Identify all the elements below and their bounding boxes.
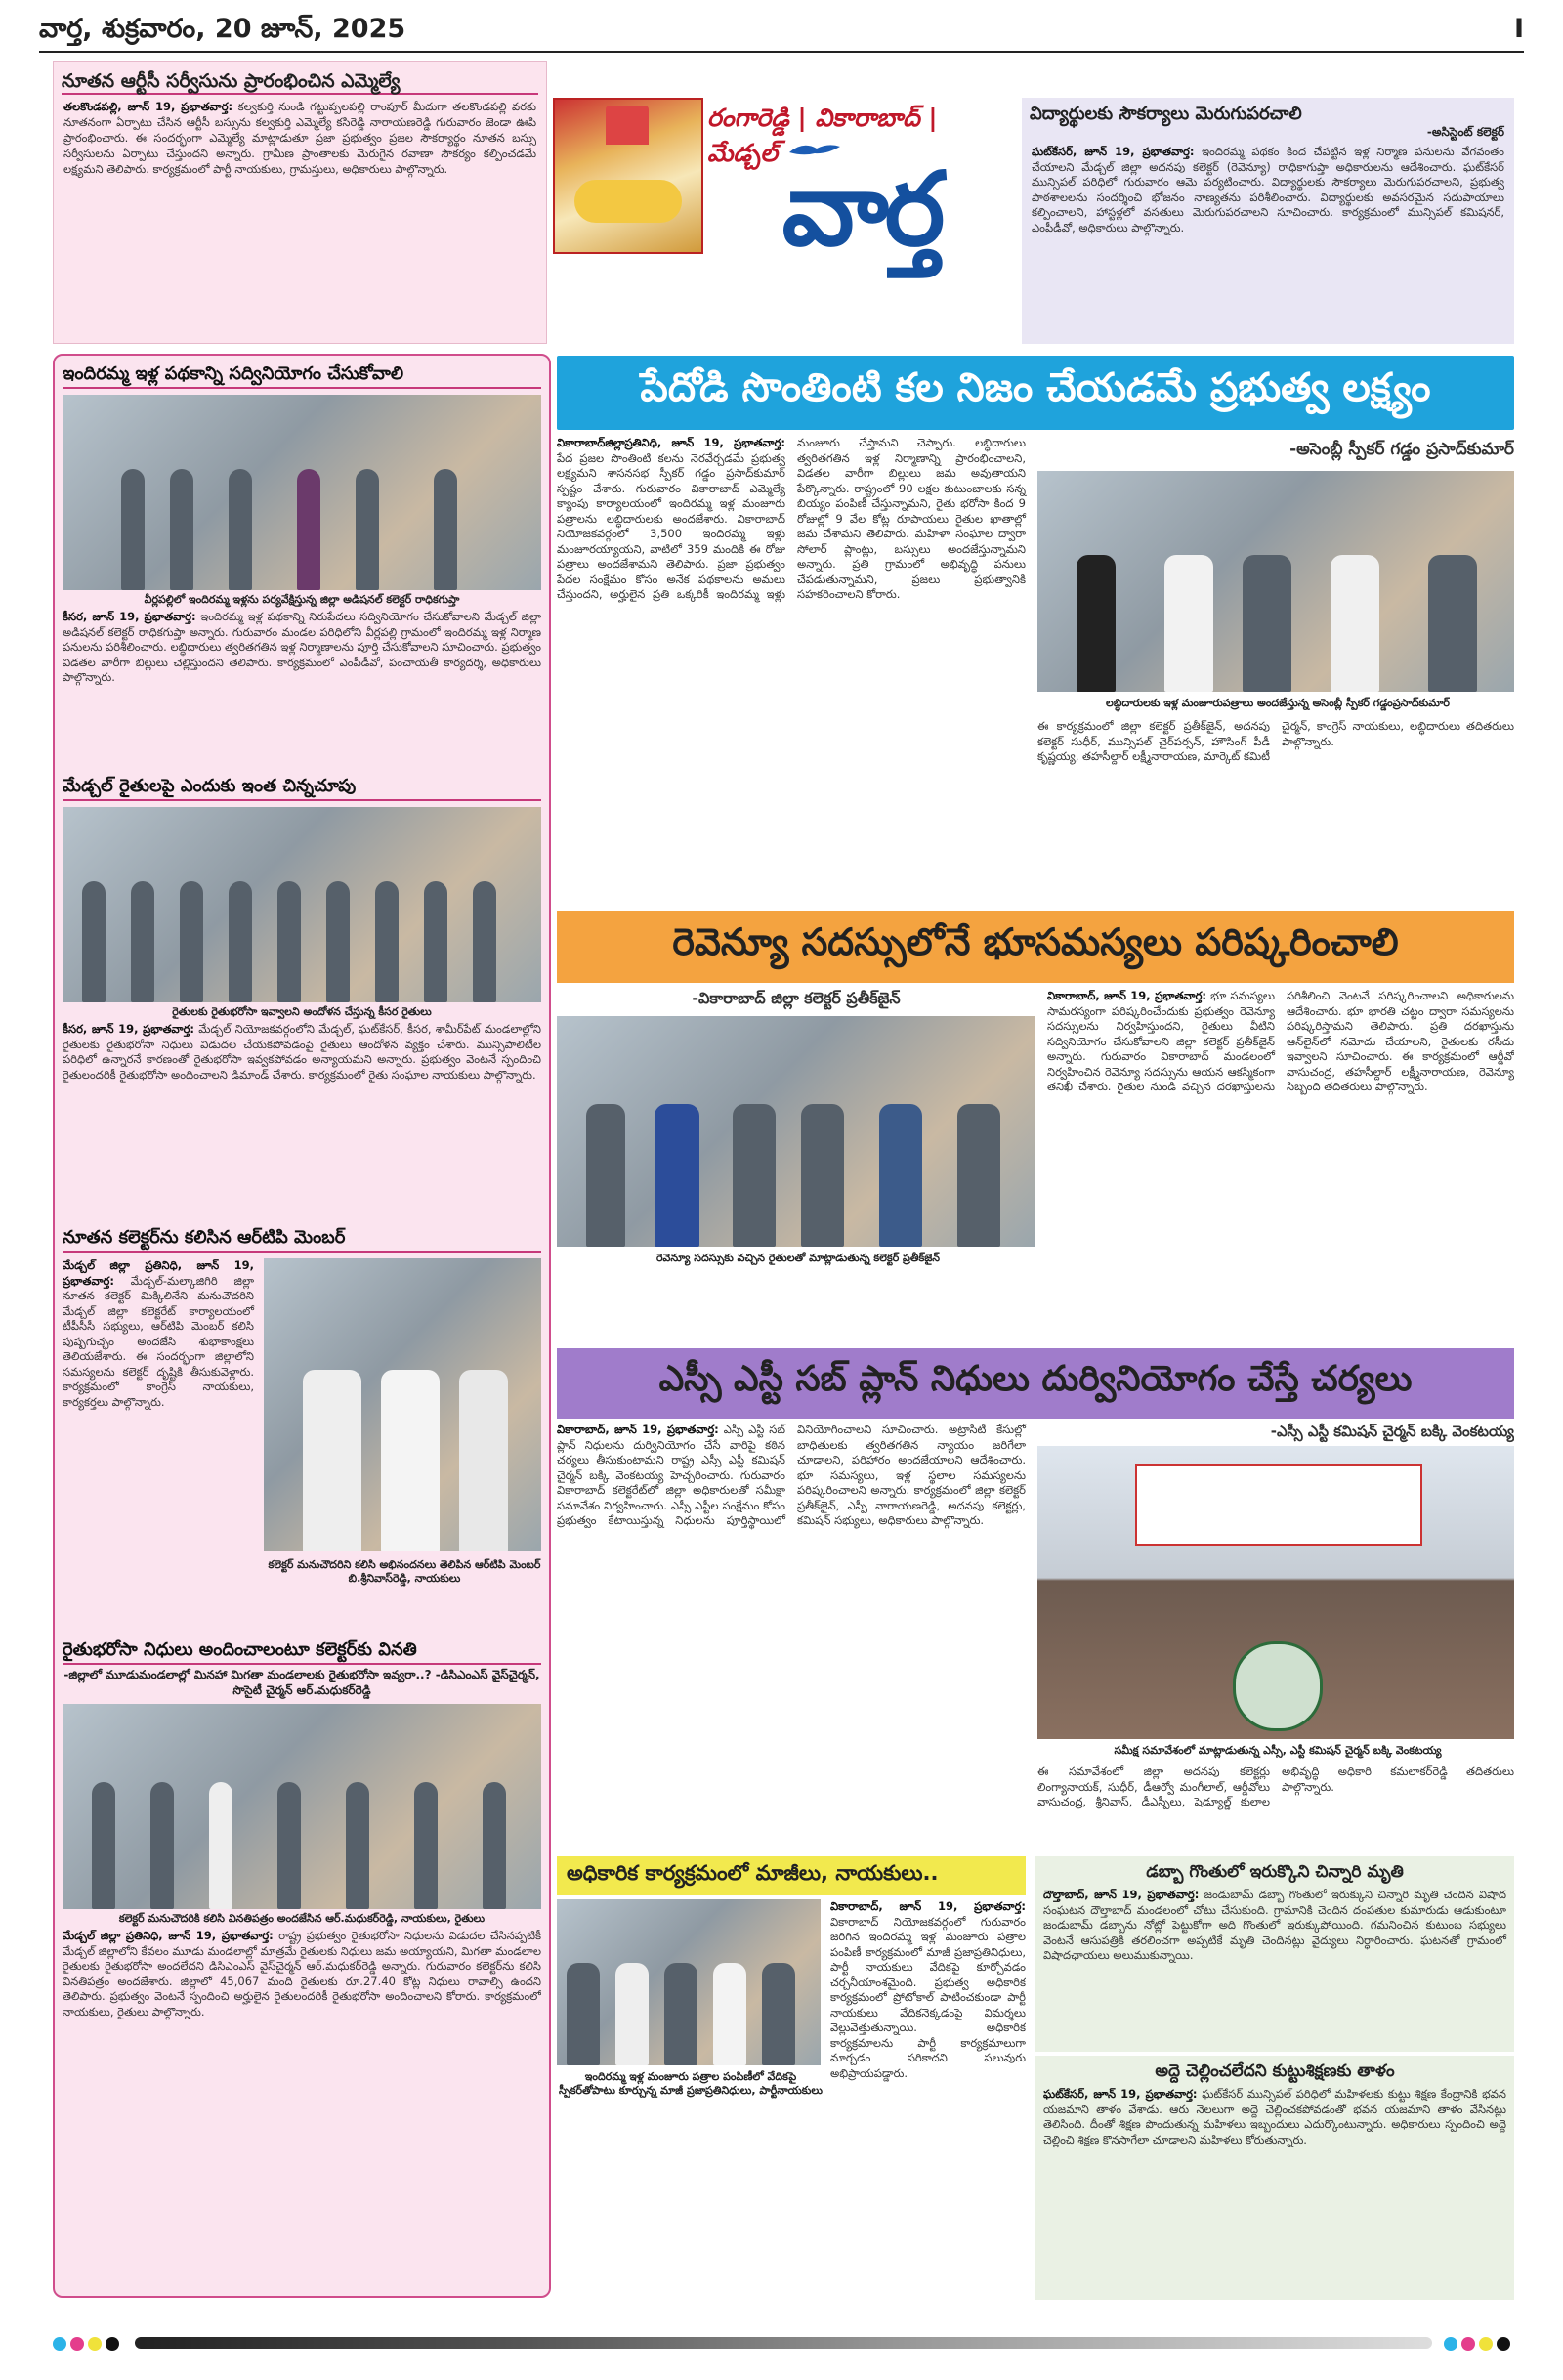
article-tailoring-center-locked: [1035, 2056, 1514, 2300]
article-new-rtc-service: [53, 61, 547, 344]
photo-caption: కలెక్టర్ మనుచౌదరికి కలిసి వినతిపత్రం అందజేసిన ఆర్.మధుకర్‌రెడ్డి, నాయకులు, రైతులు: [118, 1912, 486, 1925]
headline-banner-sc-st: ఎస్సీ ఎస్టీ సబ్ ప్లాన్ నిధులు దుర్వినియోగం చేస్తే చర్యలు: [557, 1348, 1514, 1419]
article-students-facilities: [1022, 98, 1514, 344]
photo-caption: రైతులకు రైతుభరోసా ఇవ్వాలని అందోళన చేస్తున్న కీసర రైతులు: [172, 1005, 432, 1018]
article-medchal-farmers: [63, 774, 541, 1223]
article-title: ఇందిరమ్మ ఇళ్ల పథకాన్ని సద్వినియోగం చేసుకోవాలి: [63, 361, 541, 389]
article-title: డబ్బా గొంతులో ఇరుక్కొని చిన్నారి మృతి: [1146, 1862, 1404, 1882]
byline: -అసెంబ్లీ స్పీకర్ గడ్డం ప్రసాద్‌కుమార్: [1289, 440, 1514, 459]
article-title: అద్దె చెల్లించలేదని కుట్టుశిక్షణకు తాళం: [1155, 2061, 1395, 2081]
photo-review-meeting: [1037, 1446, 1514, 1739]
article-title: రైతుభరోసా నిధులు అందించాలంటూ కలెక్టర్‌కు వినతి: [63, 1637, 541, 1665]
dateline: ఘట్‌కేసర్, జూన్ 19, ప్రభాతవార్త:: [1032, 145, 1195, 158]
photo-caption: రెవెన్యూ సదస్సుకు వచ్చిన రైతులతో మాట్లాడుతున్న కలెక్టర్ ప్రతీక్‌జైన్: [655, 1252, 940, 1264]
article-rythu-bharosa-petition: [63, 1637, 541, 2292]
dateline: దౌల్తాబాద్, జూన్ 19, ప్రభాతవార్త:: [1043, 1888, 1200, 1901]
article-title: మేడ్చల్ రైతులపై ఎందుకు ఇంత చిన్నచూపు: [63, 774, 541, 801]
photo-collector-farmers: [557, 1016, 1035, 1247]
article-body-continued: ఈ కార్యక్రమంలో జిల్లా కలెక్టర్ ప్రతీక్‌జైన్, అదనపు కలెక్టర్ సుధీర్, మున్సిపల్ చైర్‌పర్సన్, హౌసింగ్ పీడీ కృష్ణయ్య, తహసీల్దార్ లక్ష్మీనారాయణ, మార్కెట్ కమిటీ చైర్మన్, కాంగ్రెస్ నాయకులు, లబ్ధిదారులు తదితరులు పాల్గొన్నారు.: [1037, 719, 1514, 763]
article-revenue-meeting: [557, 987, 1514, 1378]
newspaper-logo: వార్త: [782, 149, 942, 269]
dateline: వికారాబాద్‌జిల్లాప్రతినిధి, జూన్ 19, ప్రభాతవార్త:: [557, 436, 785, 449]
masthead: [553, 98, 1016, 344]
photo-caption: లబ్ధిదారులకు ఇళ్ల మంజూరుపత్రాలు అందజేస్తున్న అసెంబ్లీ స్పీకర్ గడ్డంప్రసాద్‌కుమార్: [1106, 697, 1450, 709]
article-child-death: [1035, 1856, 1514, 2052]
dateline: మేడ్చల్ జిల్లా ప్రతినిధి, జూన్ 19, ప్రభాతవార్త:: [63, 1929, 274, 1942]
article-body: మేడ్చల్ నియోజకవర్గంలోని మేడ్చల్, ఘట్‌కేసర్, కీసర, శామీర్‌పేట్ మండలాల్లోని రైతులకు రైతుభరోసా నిధులు విడుదల చేయకపోవడంపై రైతులు ఆందోళన వ్యక్తం చేశారు. మున్సిపాలిటీల పరిధిలో ఉన్నారనే కారణంతో రైతుభరోసా ఇవ్వకపోవడం అన్యాయమని అన్నారు. ప్రభుత్వం వెంటనే స్పందించి రైతులందరికీ రైతుభరోసా అందించాలని డిమాండ్ చేశారు. కార్యక్రమంలో రైతు సంఘాల నాయకులు పాల్గొన్నారు.: [63, 1022, 541, 1082]
header-date: వార్త, శుక్రవారం, 20 జూన్, 2025: [39, 14, 406, 44]
article-body: రాష్ట్ర ప్రభుత్వం రైతుభరోసా నిధులను విడుదల చేసినప్పటికీ మేడ్చల్ జిల్లాలోని కేవలం మూడు మండలాల్లో మాత్రమే రైతులకు నిధులు జమ అయ్యాయని, మిగతా మండలాల రైతులకు రైతుభరోసా అందలేదని డిసిఎంఎస్ వైస్‌చైర్మన్ ఆర్.మధుకర్‌రెడ్డి అన్నారు. గురువారం కలెక్టర్‌ను కలిసి వినతిపత్రం అందజేశారు. జిల్లాలో 45,067 మంది రైతులకు రూ.27.40 కోట్ల నిధులు రావాల్సి ఉందని తెలిపారు. ప్రభుత్వం వెంటనే స్పందించి అర్హులైన రైతులందరికీ రైతుభరోసా అందించాలని కోరారు. కార్యక్రమంలో నాయకులు, రైతులు పాల్గొన్నారు.: [63, 1929, 541, 2019]
article-subheading: -జిల్లాలో మూడుమండలాల్లో మినహా మిగతా మండలాలకు రైతుభరోసా ఇవ్వరా..? -డిసిఎంఎస్ వైస్‌చైర్మన్, సొసైటీ చైర్మన్ ఆర్.మధుకర్‌రెడ్డి: [63, 1668, 540, 1697]
article-body: కల్వకుర్తి నుండి గట్టుప్పలపల్లి రాంపూర్ మీదుగా తలకొండపల్లి వరకు నూతనంగా ఏర్పాటు చేసిన ఆర్టీసీ బస్సును కల్వకుర్తి ఎమ్మెల్యే కసిరెడ్డి నారాయణరెడ్డి గురువారం జెండా ఊపి ప్రారంభించారు. ఈ సందర్భంగా ఎమ్మెల్యే మాట్లాడుతూ ప్రజా ప్రభుత్వం ప్రజల సౌకర్యార్థం నూతన బస్సు సర్వీసులను ఏర్పాటు చేస్తుందని అన్నారు. గ్రామీణ ప్రాంతాలకు మెరుగైన రవాణా సౌకర్యం కల్పించడమే లక్ష్యమని తెలిపారు. కార్యక్రమంలో పార్టీ నాయకులు, గ్రామస్తులు, అధికారులు పాల్గొన్నారు.: [63, 100, 537, 176]
temple-image: [553, 98, 703, 254]
headline-banner-housing: పేదోడి సొంతింటి కల నిజం చేయడమే ప్రభుత్వ లక్ష్యం: [557, 356, 1514, 430]
article-body: మేడ్చల్-మల్కాజిగిరి జిల్లా నూతన కలెక్టర్ మిక్కిలినేని మనుచౌదరిని మేడ్చల్ జిల్లా కలెక్టరేట్ కార్యాలయంలో టీపీసీసీ సభ్యులు, ఆర్‌టిపి మెంబర్ కలిసి పుష్పగుచ్ఛం అందజేసి శుభాకాంక్షలు తెలియజేశారు. ఈ సందర్భంగా జిల్లాలోని సమస్యలను కలెక్టర్ దృష్టికి తీసుకువెళ్లారు. కార్యక్రమంలో కాంగ్రెస్ నాయకులు, కార్యకర్తలు పాల్గొన్నారు.: [63, 1273, 254, 1409]
photo-speaker-distribution: [1037, 471, 1514, 692]
page-header: [39, 8, 1524, 53]
photo-farmers-protest: [63, 807, 541, 1002]
headline-banner-officials: అధికారిక కార్యక్రమంలో మాజీలు, నాయకులు..: [557, 1856, 1026, 1895]
district-names: రంగారెడ్డి | వికారాబాద్ | మేడ్చల్: [707, 104, 938, 167]
photo-house-inspection: [63, 395, 541, 590]
dateline: ఘట్‌కేసర్, జూన్ 19, ప్రభాతవార్త:: [1043, 2087, 1198, 2101]
dateline: వికారాబాద్, జూన్ 19, ప్రభాతవార్త:: [1047, 989, 1206, 1002]
photo-caption: వీర్లపల్లిలో ఇందిరమ్మ ఇళ్లను పర్యవేక్షిస్తున్న జిల్లా అడిషనల్ కలెక్టర్ రాధికగుప్తా: [144, 593, 460, 606]
article-body: భూ సమస్యలు సామరస్యంగా పరిష్కరించేందుకు ప్రభుత్వం రెవెన్యూ సదస్సులను నిర్వహిస్తుందని, రైతులు వీటిని సద్వినియోగం చేసుకోవాలని జిల్లా కలెక్టర్ ప్రతీక్‌జైన్ అన్నారు. గురువారం వికారాబాద్ మండలంలో నిర్వహించిన రెవెన్యూ సదస్సును ఆయన ఆకస్మికంగా తనిఖీ చేశారు. రైతుల నుండి వచ్చిన దరఖాస్తులను పరిశీలించి వెంటనే పరిష్కరించాలని అధికారులను ఆదేశించారు. భూ భారతి చట్టం ద్వారా సమస్యలను పరిష్కరిస్తామని తెలిపారు. ప్రతి దరఖాస్తును ఆన్‌లైన్‌లో నమోదు చేయాలని, రైతులకు రసీదు ఇవ్వాలని సూచించారు. ఈ కార్యక్రమంలో ఆర్డీవో వాసుచంద్ర, తహసీల్దార్ లక్ష్మీనారాయణ, రెవెన్యూ సిబ్బంది తదితరులు పాల్గొన్నారు.: [1047, 989, 1514, 1093]
article-title: నూతన కలెక్టర్‌ను కలిసిన ఆర్‌టిపి మెంబర్: [63, 1225, 541, 1253]
photo-caption: సమీక్ష సమావేశంలో మాట్లాడుతున్న ఎస్సీ, ఎస్టీ కమిషన్ చైర్మన్ బక్కి వెంకటయ్య: [1114, 1744, 1442, 1757]
dateline: మేడ్చల్ జిల్లా ప్రతినిధి, జూన్ 19, ప్రభాతవార్త:: [63, 1258, 254, 1288]
byline: -వికారాబాద్ జిల్లా కలెక్టర్ ప్రతీక్‌జైన్: [692, 989, 901, 1007]
article-body: ఘట్‌కేసర్ మున్సిపల్ పరిధిలో మహిళలకు కుట్టు శిక్షణ కేంద్రానికి భవన యజమాని తాళం వేశాడు. ఆరు నెలలుగా అద్దె చెల్లించకపోవడంతో భవన యజమాని తాళం వేసినట్లు తెలిసింది. దీంతో శిక్షణ పొందుతున్న మహిళలు ఇబ్బందులు ఎదుర్కొంటున్నారు. అధికారులు స్పందించి అద్దె చెల్లించి శిక్షణ కొనసాగేలా చూడాలని మహిళలు కోరుతున్నారు.: [1043, 2087, 1507, 2146]
article-indiramma-houses: [63, 361, 541, 772]
article-official-event: [557, 1899, 1026, 2306]
dateline: వికారాబాద్, జూన్ 19, ప్రభాతవార్త:: [557, 1423, 719, 1436]
dateline: తలకొండపల్లి, జూన్ 19, ప్రభాతవార్త:: [63, 100, 233, 113]
article-body: ఎస్సీ ఎస్టీ సబ్ ప్లాన్ నిధులను దుర్వినియోగం చేసే వారిపై కఠిన చర్యలు తీసుకుంటామని రాష్ట్ర ఎస్సీ ఎస్టీ కమిషన్ చైర్మన్ బక్కి వెంకటయ్య హెచ్చరించారు. గురువారం వికారాబాద్ కలెక్టరేట్‌లో జిల్లా అధికారులతో సమీక్షా సమావేశం నిర్వహించారు. ఎస్సీ ఎస్టీల సంక్షేమం కోసం ప్రభుత్వం కేటాయిస్తున్న నిధులను పూర్తిస్థాయిలో వినియోగించాలని సూచించారు. అట్రాసిటీ కేసుల్లో బాధితులకు త్వరితగతిన న్యాయం జరిగేలా చూడాలని, పరిహారం అందజేయాలని ఆదేశించారు. భూ సమస్యలు, ఇళ్ల స్థలాల సమస్యలను పరిష్కరించాలని అన్నారు. కార్యక్రమంలో జిల్లా కలెక్టర్ ప్రతీక్‌జైన్, ఎస్పీ నారాయణరెడ్డి, అదనపు కలెక్టర్లు, కమిషన్ సభ్యులు, అధికారులు పాల్గొన్నారు.: [557, 1423, 1026, 1527]
article-body: వికారాబాద్ నియోజకవర్గంలో గురువారం జరిగిన ఇందిరమ్మ ఇళ్ల మంజూరు పత్రాల పంపిణీ కార్యక్రమంలో మాజీ ప్రజాప్రతినిధులు, పార్టీ నాయకులు వేదికపై కూర్చోవడం చర్చనీయాంశమైంది. ప్రభుత్వ అధికారిక కార్యక్రమంలో ప్రోటోకాల్ పాటించకుండా పార్టీ నాయకులు వేదికనెక్కడంపై విమర్శలు వెల్లువెత్తుతున్నాయి. అధికారిక కార్యక్రమాలను పార్టీ కార్యక్రమాలుగా మార్చడం సరికాదని పలువురు అభిప్రాయపడ్డారు.: [830, 1914, 1026, 2080]
article-title: నూతన ఆర్టీసీ సర్వీసును ప్రారంభించిన ఎమ్మెల్యే: [62, 69, 538, 95]
article-housing-dream: [557, 436, 1514, 905]
photo-caption: ఇందిరమ్మ ఇళ్ల మంజూరు పత్రాల పంపిణీలో వేదికపై స్పీకర్‌తోపాటు కూర్చున్న మాజీ ప్రజాప్రతినిధులు, పార్టీనాయకులు: [559, 2070, 823, 2097]
photo-collector-meeting: [264, 1258, 541, 1551]
print-registration-strip: [53, 2333, 1514, 2353]
article-body: పేద ప్రజల సొంతింటి కలను నెరవేర్చడమే ప్రభుత్వ లక్ష్యమని శాసనసభ స్పీకర్ గడ్డం ప్రసాద్‌కుమార్ స్పష్టం చేశారు. గురువారం వికారాబాద్ ఎమ్మెల్యే క్యాంపు కార్యాలయంలో ఇందిరమ్మ ఇళ్ల మంజూరు పత్రాలను లబ్ధిదారులకు అందజేశారు. వికారాబాద్ నియోజకవర్గంలో 3,500 ఇందిరమ్మ ఇళ్లు మంజూరయ్యాయని, వాటిలో 359 మందికి ఈ రోజు పత్రాలు అందజేశామని తెలిపారు. ప్రజా ప్రభుత్వం పేదల సంక్షేమం కోసం అనేక పథకాలను అమలు చేస్తుందని, అర్హులైన ప్రతి ఒక్కరికీ ఇందిరమ్మ ఇళ్లు మంజూరు చేస్తామని చెప్పారు. లబ్ధిదారులు త్వరితగతిన ఇళ్ల నిర్మాణాన్ని ప్రారంభించాలని, విడతల వారీగా బిల్లులు జమ అవుతాయని పేర్కొన్నారు. రాష్ట్రంలో 90 లక్షల కుటుంబాలకు సన్న బియ్యం పంపిణీ చేస్తున్నామని, రైతు భరోసా కింద 9 రోజుల్లో 9 వేల కోట్ల రూపాయలు రైతుల ఖాతాల్లో జమ చేశామని తెలిపారు. మహిళా సంఘాల ద్వారా సోలార్ ప్లాంట్లు, బస్సులు అందజేస్తున్నామని అన్నారు. ప్రతి గ్రామంలో అభివృద్ధి పనులు చేపడుతున్నామని, ప్రజలు ప్రభుత్వానికి సహకరించాలని కోరారు.: [557, 436, 1026, 601]
article-body: ఇందిరమ్మ ఇళ్ల పథకాన్ని నిరుపేదలు సద్వినియోగం చేసుకోవాలని మేడ్చల్ జిల్లా అడిషనల్ కలెక్టర్ రాధికగుప్తా అన్నారు. గురువారం మండల పరిధిలోని వీర్లపల్లి గ్రామంలో ఇందిరమ్మ ఇళ్ల నిర్మాణ పనులను పరిశీలించారు. లబ్ధిదారులు త్వరితగతిన ఇళ్ల నిర్మాణాలను పూర్తి చేసుకోవాలని సూచించారు. ప్రభుత్వం విడతల వారీగా బిల్లులు చెల్లిస్తుందని తెలిపారు. కార్యక్రమంలో ఎంపీడీవో, పంచాయతీ కార్యదర్శి, అధికారులు పాల్గొన్నారు.: [63, 610, 541, 684]
photo-petition: [63, 1704, 541, 1909]
dateline: కీసర, జూన్ 19, ప్రభాతవార్త:: [63, 610, 196, 623]
article-rtp-member-meets-collector: [63, 1225, 541, 1636]
photo-stage-leaders: [557, 1899, 821, 2065]
page-number: I: [1513, 14, 1524, 44]
dateline: కీసర, జూన్ 19, ప్రభాతవార్త:: [63, 1022, 195, 1036]
article-body: జండుబామ్ డబ్బా గొంతులో ఇరుక్కుని చిన్నారి మృతి చెందిన విషాద సంఘటన దౌల్తాబాద్ మండలంలో చోటు చేసుకుంది. గ్రామానికి చెందిన దంపతుల కుమారుడు ఆడుకుంటూ జండుబామ్ డబ్బాను నోట్లో పెట్టుకోగా అది గొంతులో ఇరుక్కుపోయింది. గమనించిన కుటుంబ సభ్యులు వెంటనే ఆసుపత్రికి తరలించగా అప్పటికే మృతి చెందినట్లు వైద్యులు నిర్ధారించారు. ఘటనతో గ్రామంలో విషాదఛాయలు అలుముకున్నాయి.: [1043, 1888, 1507, 1962]
byline: -ఎస్సీ ఎస్టీ కమిషన్ చైర్మన్ బక్కి వెంకటయ్య: [1270, 1423, 1514, 1440]
article-body: ఇందిరమ్మ పథకం కింద చేపట్టిన ఇళ్ల నిర్మాణ పనులను వేగవంతం చేయాలని మేడ్చల్ జిల్లా అదనపు కలెక్టర్ (రెవెన్యూ) రాధికాగుప్తా అధికారులను ఆదేశించారు. ఘట్‌కేసర్ మున్సిపల్ పరిధిలో గురువారం ఆమె పర్యటించారు. విద్యార్థులకు సౌకర్యాలు మెరుగుపరచాలని, ప్రభుత్వ పాఠశాలలను సందర్శించి భోజనం నాణ్యతను పరిశీలించారు. విద్యార్థులకు అవసరమైన సదుపాయాలు కల్పించాలని, హాస్టళ్లలో వసతులు మెరుగుపరచాలని సూచించారు. కార్యక్రమంలో మున్సిపల్ కమిషనర్, ఎంపీడీవో, అధికారులు పాల్గొన్నారు.: [1032, 145, 1504, 234]
article-title: విద్యార్థులకు సౌకర్యాలు మెరుగుపరచాలి: [1030, 104, 1302, 124]
photo-caption: కలెక్టర్ మనుచౌదరిని కలిసి అభినందనలు తెలిపిన ఆర్‌టిపి మెంబర్ బి.శ్రీనివాస్‌రెడ్డి, నాయకులు: [268, 1558, 541, 1585]
byline: -అసిస్టెంట్ కలెక్టర్: [1426, 125, 1504, 139]
article-sc-st-subplan: [557, 1423, 1514, 1850]
dateline: వికారాబాద్, జూన్ 19, ప్రభాతవార్త:: [830, 1899, 1026, 1913]
headline-banner-revenue: రెవెన్యూ సదస్సులోనే భూసమస్యలు పరిష్కరించాలి: [557, 911, 1514, 983]
article-body-continued: ఈ సమావేశంలో జిల్లా అదనపు కలెక్టర్లు లింగ్యానాయక్, సుధీర్, డీఆర్వో మంగీలాల్, ఆర్డీవోలు వాసుచంద్ర, శ్రీనివాస్, డీఎస్పీలు, షెడ్యూల్డ్ కులాల అభివృద్ధి అధికారి కమలాకర్‌రెడ్డి తదితరులు పాల్గొన్నారు.: [1037, 1764, 1514, 1808]
